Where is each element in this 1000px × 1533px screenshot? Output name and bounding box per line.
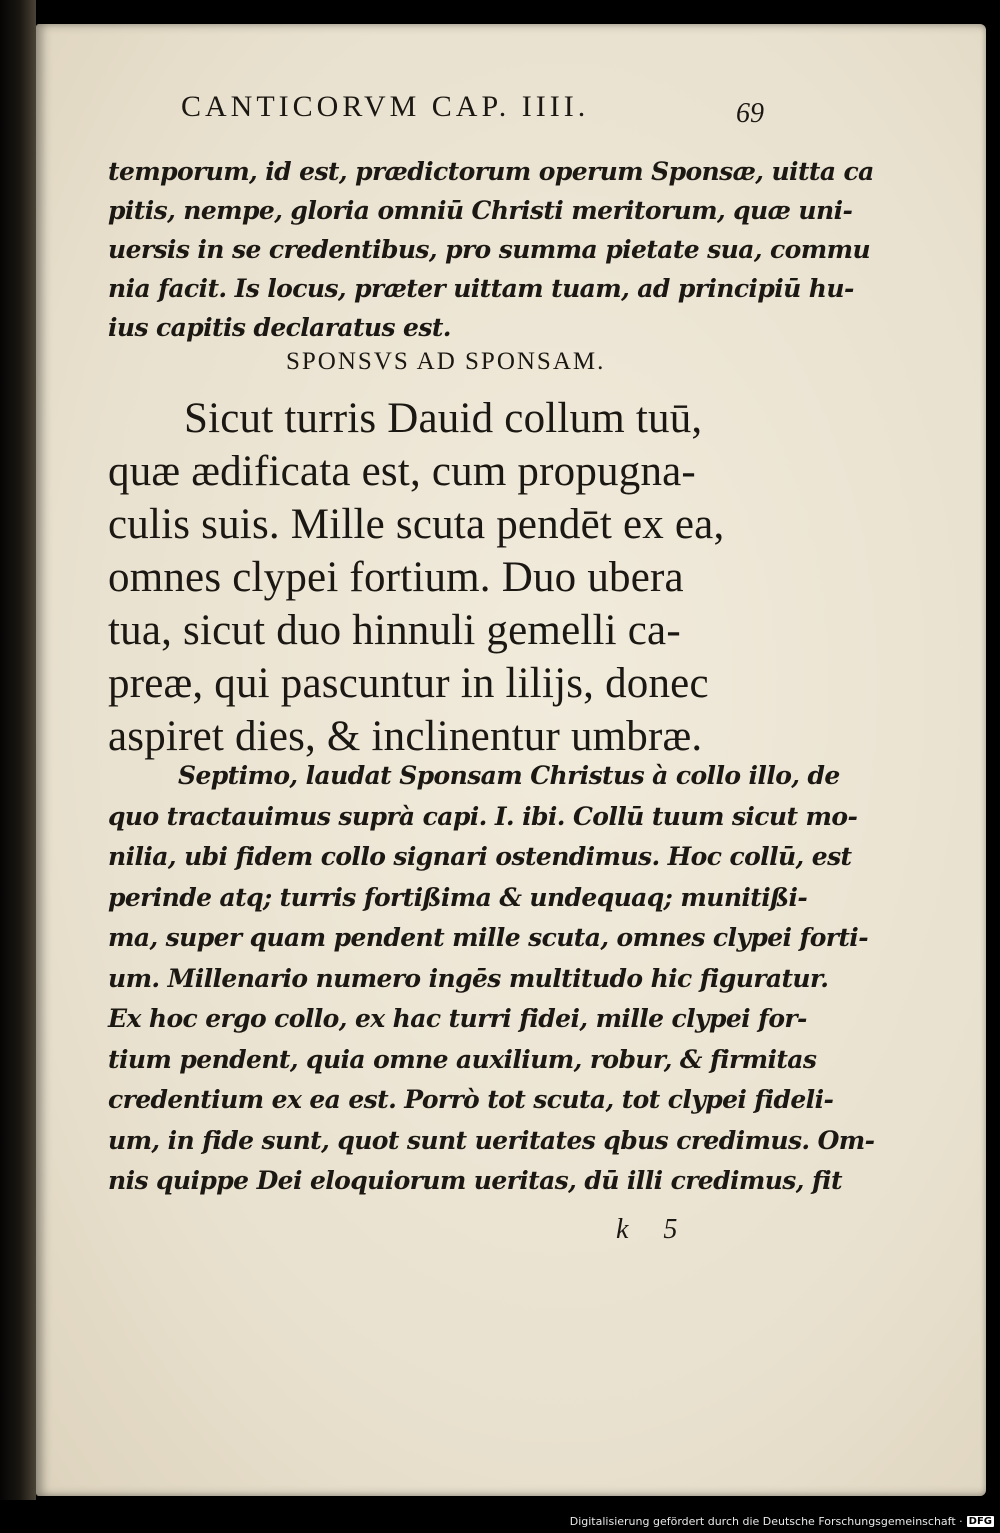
commentary-line: nilia, ubi fidem collo signari ostendimus. Hoc collū, est [108, 842, 852, 871]
scripture-verse [108, 392, 768, 763]
verse-line: preæ, qui pascuntur in lilijs, donec [108, 660, 709, 707]
commentary-line: perinde atq; turris fortißima & undequaq; munitißi- [108, 882, 808, 912]
signature-mark: k 5 [616, 1214, 692, 1245]
commentary-top [108, 152, 874, 347]
commentary-line: nis quippe Dei eloquiorum ueritas, dū illi credimus, fit [108, 1166, 842, 1195]
verse-line: aspiret dies, & inclinentur umbræ. [108, 713, 703, 760]
book-spine-edge [0, 0, 36, 1500]
verse-line: tua, sicut duo hinnuli gemelli ca- [108, 607, 681, 654]
commentary-line: ius capitis declaratus est. [108, 313, 451, 342]
commentary-line: tium pendent, quia omne auxilium, robur, & firmitas [108, 1044, 817, 1074]
commentary-line: pitis, nempe, gloria omniū Christi meritorum, quæ uni- [108, 196, 853, 225]
section-heading: SPONSVS AD SPONSAM. [286, 348, 606, 375]
book-page [36, 24, 986, 1496]
commentary-line: uersis in se credentibus, pro summa pietate sua, commu [108, 235, 871, 264]
commentary-line: um. Millenario numero ingēs multitudo hic figuratur. [108, 963, 829, 993]
verse-line: omnes clypei fortium. Duo ubera [108, 554, 684, 601]
page-number: 69 [736, 98, 764, 129]
commentary-line: ma, super quam pendent mille scuta, omnes clypei forti- [108, 923, 868, 952]
verse-line: culis suis. Mille scuta pendēt ex ea, [108, 501, 725, 548]
verse-line: quæ ædificata est, cum propugna- [108, 448, 696, 495]
commentary-line: nia facit. Is locus, præter uittam tuam, ad principiū hu- [108, 274, 854, 303]
commentary-line: Septimo, laudat Sponsam Christus à collo illo, de [178, 761, 840, 790]
commentary-line: um, in fide sunt, quot sunt ueritates qbus credimus. Om- [108, 1125, 875, 1155]
dfg-logo-icon: DFG [968, 1516, 992, 1527]
verse-line: Sicut turris Dauid collum tuū, [184, 395, 703, 442]
running-title: CANTICORVM CAP. IIII. [181, 90, 590, 123]
funding-credit: Digitalisierung gefördert durch die Deutsche Forschungsgemeinschaft · [569, 1515, 963, 1528]
funding-footer [570, 1515, 994, 1528]
commentary-line: credentium ex ea est. Porrò tot scuta, tot clypei fideli- [108, 1085, 834, 1114]
commentary-bottom [108, 756, 875, 1202]
commentary-line: temporum, id est, prædictorum operum Sponsæ, uitta ca [108, 157, 874, 186]
commentary-line: quo tractauimus suprà capi. I. ibi. Collū tuum sicut mo- [108, 801, 858, 831]
commentary-line: Ex hoc ergo collo, ex hac turri fidei, mille clypei for- [108, 1004, 807, 1033]
